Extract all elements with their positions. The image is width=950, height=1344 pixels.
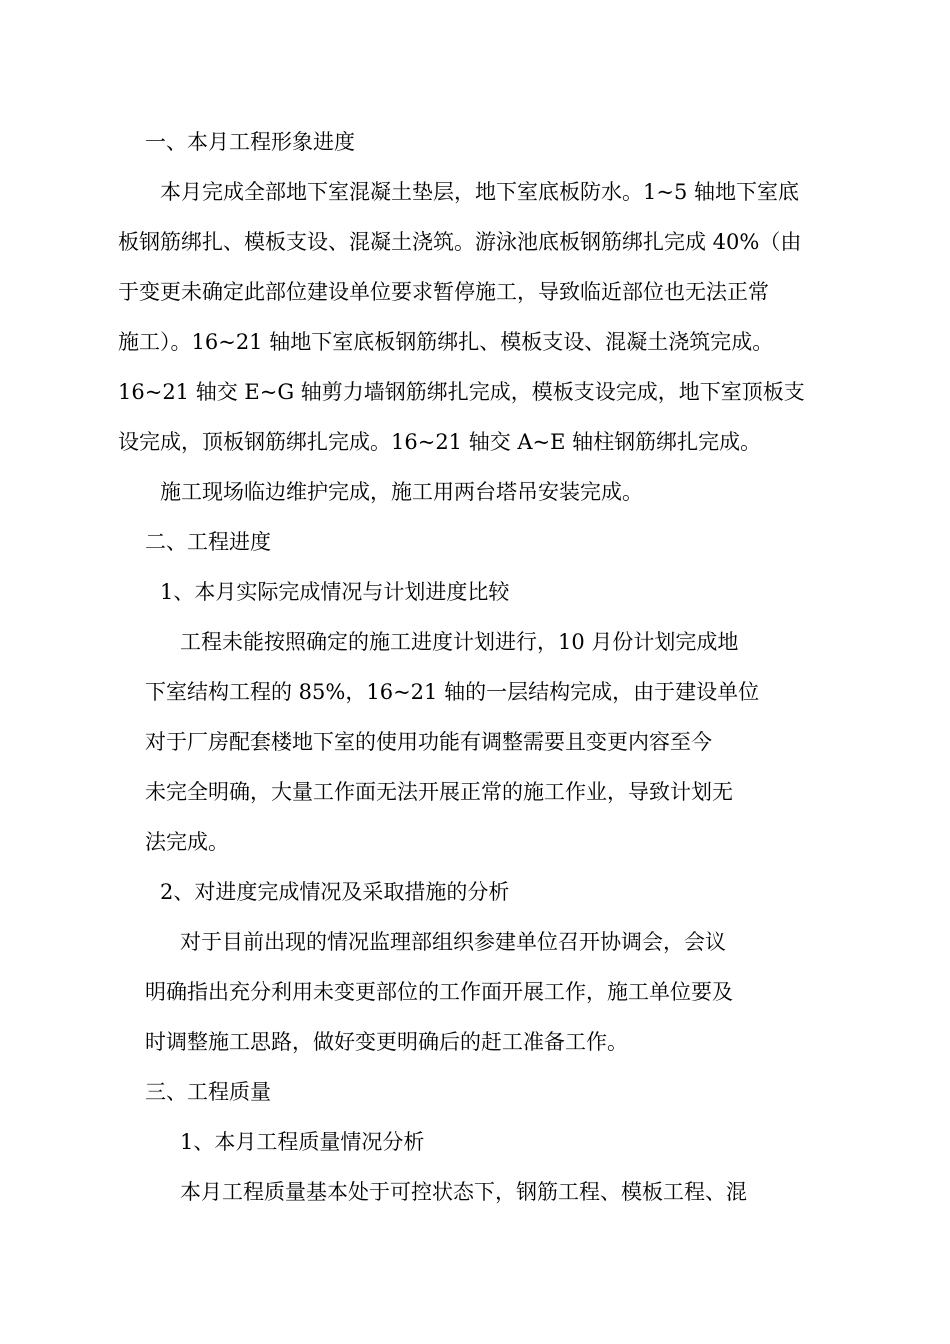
paragraph-line: 于变更未确定此部位建设单位要求暂停施工，导致临近部位也无法正常 (118, 280, 769, 304)
paragraph-line: 法完成。 (145, 830, 229, 854)
paragraph-line: 设完成，顶板钢筋绑扎完成。16~21 轴交 A~E 轴柱钢筋绑扎完成。 (118, 430, 762, 454)
paragraph-line: 施工）。16~21 轴地下室底板钢筋绑扎、模板支设、混凝土浇筑完成。 (118, 330, 774, 354)
subsection-heading: 2、对进度完成情况及采取措施的分析 (160, 880, 510, 904)
subsection-heading: 1、本月工程质量情况分析 (180, 1130, 425, 1154)
paragraph-line: 工程未能按照确定的施工进度计划进行，10 月份计划完成地 (180, 630, 739, 654)
paragraph-line: 时调整施工思路，做好变更明确后的赶工准备工作。 (145, 1030, 628, 1054)
section-heading-3: 三、工程质量 (145, 1080, 271, 1104)
section-heading-1: 一、本月工程形象进度 (145, 130, 355, 154)
paragraph-line: 下室结构工程的 85%，16~21 轴的一层结构完成，由于建设单位 (145, 680, 760, 704)
paragraph-line: 本月完成全部地下室混凝土垫层，地下室底板防水。1~5 轴地下室底 (160, 180, 799, 204)
paragraph-line: 对于目前出现的情况监理部组织参建单位召开协调会，会议 (180, 930, 726, 954)
paragraph-line: 板钢筋绑扎、模板支设、混凝土浇筑。游泳池底板钢筋绑扎完成 40%（由 (118, 230, 802, 254)
paragraph-line: 明确指出充分利用未变更部位的工作面开展工作，施工单位要及 (145, 980, 733, 1004)
subsection-heading: 1、本月实际完成情况与计划进度比较 (160, 580, 510, 604)
paragraph-line: 未完全明确，大量工作面无法开展正常的施工作业，导致计划无 (145, 780, 733, 804)
paragraph-line: 16~21 轴交 E~G 轴剪力墙钢筋绑扎完成，模板支设完成，地下室顶板支 (118, 380, 805, 404)
paragraph-line: 本月工程质量基本处于可控状态下，钢筋工程、模板工程、混 (180, 1180, 747, 1204)
paragraph-line: 对于厂房配套楼地下室的使用功能有调整需要且变更内容至今 (145, 730, 712, 754)
section-heading-2: 二、工程进度 (145, 530, 271, 554)
paragraph-line: 施工现场临边维护完成，施工用两台塔吊安装完成。 (160, 480, 643, 504)
